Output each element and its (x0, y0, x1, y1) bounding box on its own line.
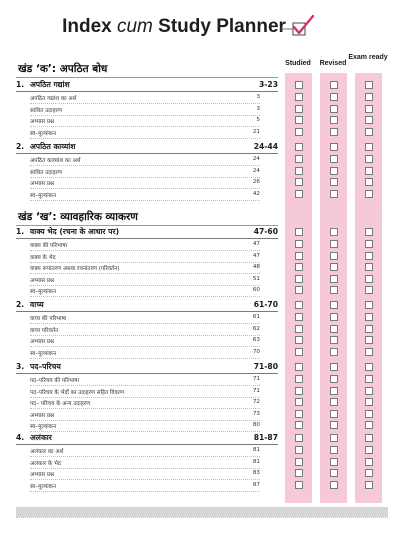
row-divider (30, 491, 260, 492)
checkbox-exam-ready[interactable] (365, 336, 373, 344)
section-pages: 3-23 (258, 80, 278, 89)
checkbox-studied[interactable] (295, 363, 303, 371)
checkbox-revised[interactable] (330, 363, 338, 371)
checkbox-exam-ready[interactable] (365, 286, 373, 294)
checkbox-studied[interactable] (295, 301, 303, 309)
topic-page: 62 (252, 325, 260, 332)
checkbox-studied[interactable] (295, 387, 303, 395)
topic-row (30, 167, 260, 177)
topic-label: अलंकार का अर्थ (30, 449, 64, 455)
checkbox-exam-ready[interactable] (365, 348, 373, 356)
section-pages: 61-70 (253, 300, 278, 309)
topic-row (30, 336, 260, 346)
column-header-revised: Revised (319, 60, 347, 67)
checkbox-exam-ready[interactable] (365, 375, 373, 383)
checkbox-studied[interactable] (295, 434, 303, 442)
topic-page: 48 (252, 264, 260, 270)
section-title: अपठित काव्यांश (30, 142, 76, 151)
topic-row (30, 178, 260, 188)
checkbox-exam-ready[interactable] (365, 167, 373, 175)
checkbox-exam-ready[interactable] (365, 155, 373, 163)
checkbox-studied[interactable] (295, 228, 303, 236)
section-number: 2. (16, 142, 25, 151)
checkbox-exam-ready[interactable] (365, 434, 373, 442)
topic-page: 47 (252, 241, 260, 247)
checkbox-studied[interactable] (295, 105, 303, 113)
checkbox-exam-ready[interactable] (365, 275, 373, 283)
topic-label: अलंकार के भेद (30, 460, 61, 467)
topic-label: साधित उदाहरण (30, 107, 62, 114)
section-heading (16, 80, 278, 91)
section-number: 3. (16, 362, 25, 371)
topic-page: 21 (252, 128, 260, 135)
topic-label: स्व–मूल्यांकन (30, 130, 57, 137)
checkbox-revised[interactable] (330, 325, 338, 333)
checkbox-exam-ready[interactable] (365, 116, 373, 124)
part-divider (16, 225, 278, 226)
topic-page: 60 (252, 287, 260, 293)
checkbox-exam-ready[interactable] (365, 481, 373, 489)
checkbox-studied[interactable] (295, 286, 303, 294)
section-pages: 24-44 (253, 142, 278, 151)
topic-page: 61 (252, 314, 260, 320)
checkbox-exam-ready[interactable] (365, 263, 373, 271)
part-heading: खंड ‘क’: अपठित बोध (18, 63, 108, 75)
topic-page: 3 (256, 105, 260, 112)
checkbox-studied[interactable] (295, 155, 303, 163)
checkbox-studied[interactable] (295, 469, 303, 477)
topic-label: पद– परिचय के अन्य उदाहरण (30, 401, 91, 407)
topic-page: 72 (252, 399, 260, 405)
topic-page: 80 (252, 422, 260, 428)
checkbox-studied[interactable] (295, 263, 303, 271)
topic-page: 26 (252, 179, 260, 185)
section-heading (16, 433, 278, 444)
checkbox-studied[interactable] (295, 116, 303, 124)
topic-row (30, 190, 260, 200)
checkbox-revised[interactable] (330, 336, 338, 344)
topic-row (30, 375, 260, 385)
topic-label: पद–परिचय के भेदों का उदाहरण सहित विवरण (30, 389, 124, 396)
checkbox-exam-ready[interactable] (365, 421, 373, 429)
topic-label: स्व–मूल्यांकन (30, 289, 57, 295)
topic-label: पद–परिचय की परिभाषा (30, 378, 79, 384)
checkbox-revised[interactable] (330, 375, 338, 383)
topic-page: 24 (252, 167, 260, 174)
checkbox-revised[interactable] (330, 313, 338, 321)
topic-page: 71 (252, 387, 260, 394)
title-cum: cum (116, 16, 153, 37)
checkbox-exam-ready[interactable] (365, 458, 373, 466)
topic-label: अभ्यास प्रश्न (30, 119, 54, 125)
checkbox-studied[interactable] (295, 167, 303, 175)
checkbox-revised[interactable] (330, 275, 338, 283)
checkbox-studied[interactable] (295, 325, 303, 333)
section-divider (16, 238, 278, 239)
checkbox-exam-ready[interactable] (365, 128, 373, 136)
topic-page: 51 (252, 275, 260, 282)
checkbox-revised[interactable] (330, 240, 338, 248)
row-divider (30, 431, 260, 432)
section-title: अलंकार (30, 433, 52, 442)
checkbox-studied[interactable] (295, 143, 303, 151)
checkbox-revised[interactable] (330, 190, 338, 198)
topic-label: वाच्य परिवर्तन (30, 327, 59, 334)
topic-row (30, 313, 260, 323)
checkbox-studied[interactable] (295, 313, 303, 321)
checkbox-studied[interactable] (295, 275, 303, 283)
topic-row (30, 252, 260, 262)
checkbox-revised[interactable] (330, 481, 338, 489)
topic-row (30, 398, 260, 408)
topic-page: 3 (256, 94, 260, 100)
checkbox-revised[interactable] (330, 116, 338, 124)
checkbox-studied[interactable] (295, 446, 303, 454)
topic-page: 47 (252, 252, 260, 259)
checkbox-studied[interactable] (295, 348, 303, 356)
topic-label: वाक्य रूपांतरण अथवा रचनांतरण (परिवर्तन) (30, 266, 120, 272)
checkbox-revised[interactable] (330, 228, 338, 236)
checkbox-revised[interactable] (330, 398, 338, 406)
checkbox-studied[interactable] (295, 240, 303, 248)
checkbox-studied[interactable] (295, 458, 303, 466)
checkbox-studied[interactable] (295, 252, 303, 260)
checkbox-studied[interactable] (295, 190, 303, 198)
topic-row (30, 325, 260, 335)
column-header-exam-ready: Exam ready (348, 54, 388, 61)
section-heading (16, 362, 278, 373)
topic-page: 63 (252, 337, 260, 343)
topic-row (30, 469, 260, 479)
topic-label: अपठित काव्यांश का अर्थ (30, 158, 81, 164)
column-header-studied: Studied (285, 60, 311, 67)
checkbox-studied[interactable] (295, 398, 303, 406)
topic-row (30, 410, 260, 420)
topic-page: 73 (252, 410, 260, 417)
topic-row (30, 286, 260, 296)
checkbox-studied[interactable] (295, 336, 303, 344)
checkbox-revised[interactable] (330, 128, 338, 136)
topic-label: अभ्यास प्रश्न (30, 277, 54, 284)
topic-page: 71 (252, 376, 260, 382)
section-pages: 81-87 (253, 433, 278, 442)
section-heading (16, 300, 278, 311)
checkbox-exam-ready[interactable] (365, 387, 373, 395)
section-pages: 71-80 (253, 362, 278, 371)
checkbox-revised[interactable] (330, 143, 338, 151)
topic-row (30, 387, 260, 397)
topic-label: स्व–मूल्यांकन (30, 192, 57, 199)
title-main: Index (62, 16, 117, 37)
checkbox-revised[interactable] (330, 469, 338, 477)
topic-row (30, 446, 260, 456)
checkbox-revised[interactable] (330, 286, 338, 294)
section-title: पद–परिचय (30, 362, 61, 371)
topic-row (30, 458, 260, 468)
section-title: वाक्य भेद (रचना के आधार पर) (30, 227, 120, 236)
checkbox-revised[interactable] (330, 167, 338, 175)
checkbox-studied[interactable] (295, 421, 303, 429)
topic-page: 5 (256, 117, 260, 123)
topic-page: 87 (252, 481, 260, 488)
section-heading (16, 227, 278, 238)
topic-page: 81 (252, 458, 260, 465)
checkbox-revised[interactable] (330, 446, 338, 454)
checkbox-studied[interactable] (295, 128, 303, 136)
topic-page: 70 (252, 348, 260, 355)
section-number: 1. (16, 227, 25, 236)
topic-label: अभ्यास प्रश्न (30, 472, 54, 478)
topic-row (30, 128, 260, 138)
topic-label: वाच्य की परिभाषा (30, 316, 67, 322)
topic-label: अभ्यास प्रश्न (30, 181, 54, 187)
checkbox-studied[interactable] (295, 410, 303, 418)
topic-row (30, 240, 260, 250)
topic-label: स्व–मूल्यांकन (30, 424, 57, 430)
checkbox-exam-ready[interactable] (365, 325, 373, 333)
checkbox-revised[interactable] (330, 155, 338, 163)
topic-row (30, 263, 260, 273)
topic-label: अभ्यास प्रश्न (30, 412, 54, 419)
topic-page: 42 (252, 190, 260, 197)
checkbox-revised[interactable] (330, 434, 338, 442)
topic-label: साधित उदाहरण (30, 169, 62, 176)
checkbox-exam-ready[interactable] (365, 240, 373, 248)
checkbox-exam-ready[interactable] (365, 228, 373, 236)
checkbox-revised[interactable] (330, 387, 338, 395)
checkbox-revised[interactable] (330, 421, 338, 429)
section-divider (16, 373, 278, 374)
checkbox-exam-ready[interactable] (365, 105, 373, 113)
checkbox-exam-ready[interactable] (365, 398, 373, 406)
topic-page: 81 (252, 447, 260, 453)
topic-label: स्व–मूल्यांकन (30, 483, 57, 490)
checkbox-exam-ready[interactable] (365, 410, 373, 418)
topic-row (30, 155, 260, 165)
section-title: अपठित गद्यांश (30, 80, 70, 89)
topic-label: वाक्य की परिभाषा (30, 243, 68, 249)
checkbox-exam-ready[interactable] (365, 252, 373, 260)
checkbox-revised[interactable] (330, 93, 338, 101)
checkbox-exam-ready[interactable] (365, 190, 373, 198)
topic-label: अपठित गद्यांश का अर्थ (30, 96, 77, 102)
checkbox-studied[interactable] (295, 481, 303, 489)
checkbox-studied[interactable] (295, 178, 303, 186)
checkbox-studied[interactable] (295, 375, 303, 383)
row-divider (30, 138, 260, 139)
section-number: 2. (16, 300, 25, 309)
page-title (0, 16, 400, 38)
topic-row (30, 421, 260, 431)
footer-divider (16, 517, 388, 521)
checkbox-revised[interactable] (330, 301, 338, 309)
topic-row (30, 275, 260, 285)
section-number: 4. (16, 433, 25, 442)
topic-page: 83 (252, 470, 260, 476)
checkbox-revised[interactable] (330, 178, 338, 186)
footer-bar (16, 507, 388, 517)
title-rest: Study Planner (152, 16, 286, 37)
checkbox-revised[interactable] (330, 458, 338, 466)
part-divider (16, 77, 278, 78)
topic-row (30, 105, 260, 115)
checkbox-revised[interactable] (330, 105, 338, 113)
section-title: वाच्य (30, 300, 44, 309)
checkbox-exam-ready[interactable] (365, 469, 373, 477)
section-divider (16, 91, 278, 92)
topic-row (30, 93, 260, 103)
row-divider (30, 296, 260, 297)
row-divider (30, 358, 260, 359)
checkbox-exam-ready[interactable] (365, 178, 373, 186)
topic-row (30, 481, 260, 491)
checkbox-studied[interactable] (295, 93, 303, 101)
topic-label: स्व–मूल्यांकन (30, 350, 57, 357)
checkbox-exam-ready[interactable] (365, 363, 373, 371)
topic-row (30, 348, 260, 358)
checkbox-revised[interactable] (330, 252, 338, 260)
section-number: 1. (16, 80, 25, 89)
checkbox-revised[interactable] (330, 348, 338, 356)
topic-label: अभ्यास प्रश्न (30, 339, 54, 345)
checkbox-exam-ready[interactable] (365, 81, 373, 89)
topic-row (30, 116, 260, 126)
checkbox-exam-ready[interactable] (365, 446, 373, 454)
section-heading (16, 142, 278, 153)
section-divider (16, 311, 278, 312)
checkbox-exam-ready[interactable] (365, 93, 373, 101)
checkbox-exam-ready[interactable] (365, 143, 373, 151)
topic-label: वाक्य के भेद (30, 254, 56, 261)
checkbox-revised[interactable] (330, 81, 338, 89)
checkbox-studied[interactable] (295, 81, 303, 89)
topic-page: 24 (252, 156, 260, 162)
section-divider (16, 444, 278, 445)
section-divider (16, 153, 278, 154)
checkbox-revised[interactable] (330, 410, 338, 418)
part-heading: खंड ‘ख’: व्यावहारिक व्याकरण (18, 211, 138, 223)
checkbox-exam-ready[interactable] (365, 301, 373, 309)
section-pages: 47-60 (253, 227, 278, 236)
checkbox-revised[interactable] (330, 263, 338, 271)
checkbox-tick-icon (279, 14, 325, 40)
checkbox-exam-ready[interactable] (365, 313, 373, 321)
row-divider (30, 200, 260, 201)
